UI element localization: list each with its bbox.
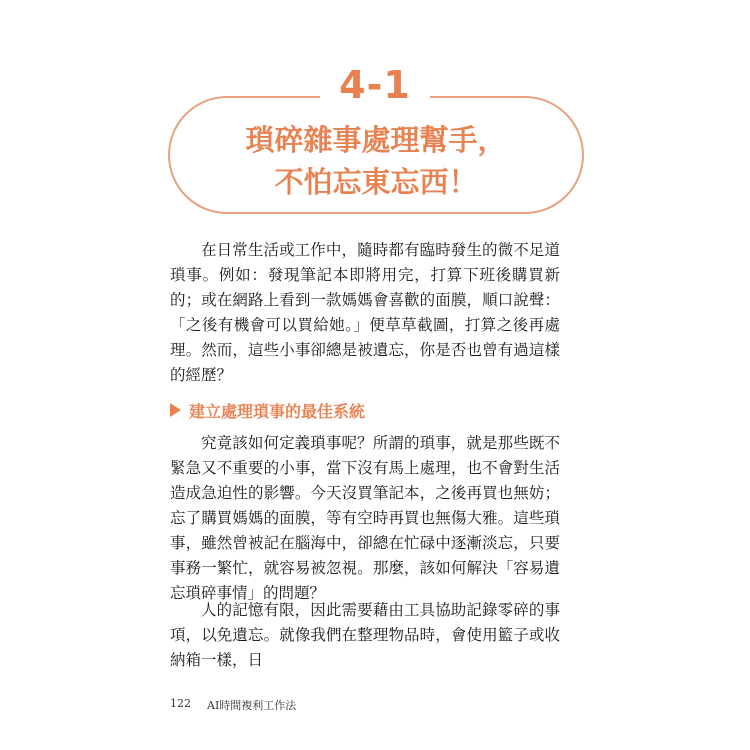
chapter-title-line-1: 瑣碎雜事處理幫手，	[245, 123, 507, 157]
chapter-title-line-2: 不怕忘東忘西！	[274, 165, 478, 199]
section-title: 建立處理瑣事的最佳系統	[189, 401, 366, 421]
page-number: 122	[170, 697, 191, 710]
body-paragraph-3: 人的記憶有限，因此需要藉由工具協助記錄零碎的事項，以免遺忘。就像我們在整理物品時，會使用籃子或收納箱一樣，日	[170, 601, 560, 669]
running-title: AI時間複利工作法	[207, 699, 297, 712]
page-footer	[170, 697, 296, 713]
body-paragraph-2: 究竟該如何定義瑣事呢？所謂的瑣事，就是那些既不緊急又不重要的小事，當下沒有馬上處理，也不會對生活造成急迫性的影響。今天沒買筆記本，之後再買也無妨；忘了購買媽媽的面膜，等有空時再買也無傷大雅。這些瑣事，雖然曾被記在腦海中，卻總在忙碌中逐漸淡忘，只要事務一繁忙，就容易被忽視。那麼，該如何解決「容易遺忘瑣碎事情」的問題？	[170, 434, 560, 602]
body-paragraph-1: 在日常生活或工作中，隨時都有臨時發生的微不足道瑣事。例如：發現筆記本即將用完，打算下班後購買新的；或在網路上看到一款媽媽會喜歡的面膜，順口說聲：「之後有機會可以買給她。」便草草截圖，打算之後再處理。然而，這些小事卻總是被遺忘，你是否也曾有過這樣的經歷？	[170, 241, 560, 384]
section-heading	[170, 397, 365, 423]
chapter-number: 4-1	[320, 62, 430, 108]
triangle-bullet-icon	[170, 403, 181, 417]
